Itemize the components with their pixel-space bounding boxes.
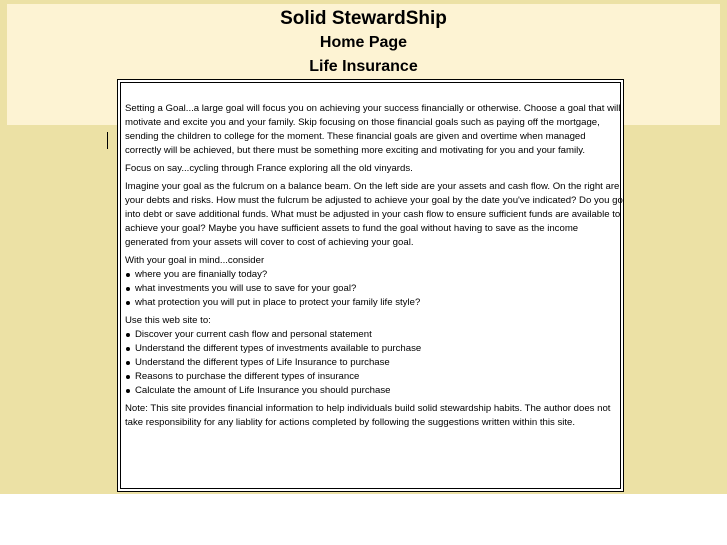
use-site-list <box>125 328 623 398</box>
note-paragraph: Note: This site provides financial information to help individuals build solid stewardship habits. The author does not take responsibility for any liablity for actions completed by following the suggestions written within this site. <box>125 403 611 428</box>
list-item-text: Understand the different types of Life Insurance to purchase <box>135 357 390 368</box>
list-item <box>125 296 623 310</box>
fulcrum-paragraph: Imagine your goal as the fulcrum on a balance beam. On the left side are your assets and cash flow. On the right are your debts and risks. How must the fulcrum be adjusted to achieve your goal by the date you've indicated? Do you go into debt or save additional funds. What must be adjusted in your cash flow to ensure sufficient funds are available to achieve your goal? Maybe you have sufficient assets to fund the goal without having to save as the income generated from your assets will cover to cost of achieving your goal. <box>125 181 623 248</box>
consider-heading: With your goal in mind...consider <box>125 255 265 266</box>
list-item <box>125 370 623 384</box>
list-item <box>125 384 623 398</box>
site-title: Solid StewardShip <box>280 8 447 29</box>
list-item-text: what investments you will use to save for your goal? <box>135 283 357 294</box>
bullet-icon <box>126 375 130 379</box>
intro-paragraph: Setting a Goal...a large goal will focus you on achieving your success financially or otherwise. Choose a goal that will motivate and excite you and your family. Skip focusing on those financial goals such as paying off the mortgage, sending the children to college for the moment. These financial goals are given and overtime when managed correctly will be achieved, but there must be something more exciting and motivating for you and your family. <box>125 103 621 156</box>
list-item <box>125 356 623 370</box>
page-title: Home Page <box>319 34 408 51</box>
bullet-icon <box>126 333 130 337</box>
bullet-icon <box>126 301 130 305</box>
list-item-text: where you are finanially today? <box>135 269 268 280</box>
bullet-icon <box>126 361 130 365</box>
list-item <box>125 342 623 356</box>
list-item <box>125 268 623 282</box>
list-item-text: Understand the different types of investments available to purchase <box>135 343 422 354</box>
focus-paragraph: Focus on say...cycling through France exploring all the old vinyards. <box>125 163 413 174</box>
content-frame <box>120 82 621 489</box>
list-item-text: Discover your current cash flow and personal statement <box>135 329 372 340</box>
bullet-icon <box>126 347 130 351</box>
list-item <box>125 282 623 296</box>
consider-list <box>125 268 623 310</box>
bullet-icon <box>126 389 130 393</box>
list-item-text: what protection you will put in place to protect your family life style? <box>135 297 421 308</box>
content-body <box>125 102 623 434</box>
bullet-icon <box>126 273 130 277</box>
content-panel <box>117 79 624 492</box>
list-item <box>125 328 623 342</box>
bullet-icon <box>126 287 130 291</box>
use-site-heading: Use this web site to: <box>125 315 211 326</box>
text-caret <box>107 132 108 149</box>
section-title: Life Insurance <box>309 58 418 75</box>
list-item-text: Reasons to purchase the different types of insurance <box>135 371 360 382</box>
list-item-text: Calculate the amount of Life Insurance you should purchase <box>135 385 391 396</box>
